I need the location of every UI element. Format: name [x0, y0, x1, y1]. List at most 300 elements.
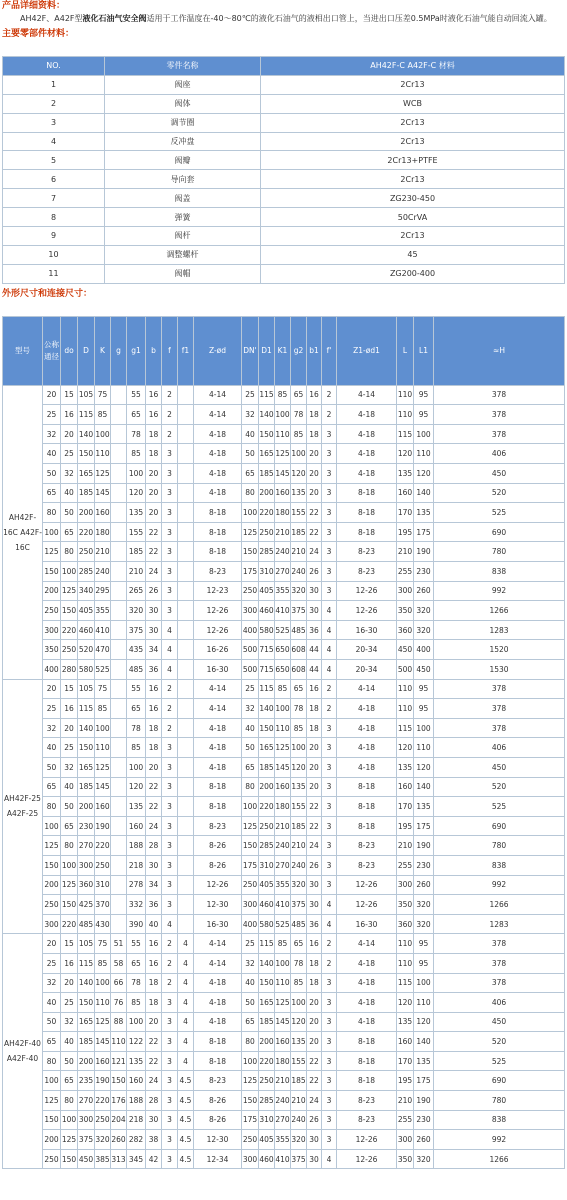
dims-cell: 30 [146, 601, 162, 621]
dims-cell: 30 [146, 620, 162, 640]
dims-cell: 320 [291, 875, 307, 895]
dims-cell: 3 [162, 738, 178, 758]
dims-cell: 110 [397, 385, 414, 405]
dims-cell: 320 [414, 914, 434, 934]
dims-cell: 300 [242, 601, 259, 621]
dims-cell: 3 [322, 797, 337, 817]
dims-cell: 110 [414, 993, 434, 1013]
dims-cell: 3 [322, 542, 337, 562]
dims-header-cell: L [397, 316, 414, 385]
dims-cell: 8-26 [194, 855, 242, 875]
dims-cell: 4.5 [178, 1110, 194, 1130]
dims-cell: 3 [162, 1071, 178, 1091]
dims-cell: 100 [61, 855, 78, 875]
dims-cell: 16 [307, 385, 322, 405]
dims-cell [178, 581, 194, 601]
dims-row [3, 718, 565, 738]
dims-cell: 65 [127, 953, 146, 973]
dims-row [3, 738, 565, 758]
dims-cell: 65 [242, 1012, 259, 1032]
dims-cell: 34 [146, 640, 162, 660]
dims-cell: 355 [95, 601, 111, 621]
parts-cell: 调节圈 [105, 113, 261, 132]
dims-cell [178, 777, 194, 797]
dims-cell: 520 [434, 483, 565, 503]
dims-cell: 16 [146, 953, 162, 973]
dims-cell: 155 [127, 522, 146, 542]
dims-cell: 3 [162, 1051, 178, 1071]
parts-cell: 2Cr13 [261, 227, 565, 246]
dims-row [3, 1051, 565, 1071]
dims-cell: 95 [414, 679, 434, 699]
dims-cell: 12-26 [337, 581, 397, 601]
dims-cell [178, 464, 194, 484]
dims-cell: 270 [275, 1110, 291, 1130]
parts-row [3, 151, 565, 170]
dims-cell: 270 [275, 855, 291, 875]
dims-cell: 3 [162, 522, 178, 542]
dims-cell: 378 [434, 953, 565, 973]
dims-cell: 410 [95, 620, 111, 640]
dims-cell: 55 [127, 679, 146, 699]
dims-cell: 12-26 [337, 601, 397, 621]
dims-cell: 140 [259, 699, 275, 719]
dims-cell: 300 [43, 620, 61, 640]
dims-cell: 15 [61, 679, 78, 699]
dims-cell: 3 [162, 542, 178, 562]
dims-cell: 100 [95, 424, 111, 444]
dims-cell: 135 [397, 757, 414, 777]
dims-cell: 4 [322, 620, 337, 640]
dims-cell: 110 [397, 405, 414, 425]
dims-cell: 4 [178, 1032, 194, 1052]
dims-cell: 460 [259, 1149, 275, 1169]
dims-header-cell: b [146, 316, 162, 385]
dims-cell: 3 [322, 836, 337, 856]
dims-cell: 100 [127, 464, 146, 484]
dims-cell: 95 [414, 934, 434, 954]
dims-cell: 3 [162, 895, 178, 915]
dims-cell: 22 [307, 1051, 322, 1071]
dims-cell: 250 [43, 1149, 61, 1169]
dims-row [3, 581, 565, 601]
dims-cell: 145 [95, 1032, 111, 1052]
dims-cell: 40 [242, 718, 259, 738]
parts-row [3, 245, 565, 264]
dims-cell: 120 [414, 757, 434, 777]
dims-cell [178, 601, 194, 621]
dims-cell: 450 [434, 1012, 565, 1032]
dims-header-cell: g [111, 316, 127, 385]
dims-cell: 4-18 [194, 1012, 242, 1032]
dims-cell: 4 [162, 620, 178, 640]
dims-cell: 115 [78, 953, 95, 973]
dims-cell: 360 [397, 620, 414, 640]
dims-cell: 24 [307, 1091, 322, 1111]
parts-cell: 5 [3, 151, 105, 170]
dims-cell: 110 [111, 1032, 127, 1052]
dims-cell: 320 [414, 895, 434, 915]
dims-cell: 100 [275, 953, 291, 973]
dims-cell: 25 [61, 993, 78, 1013]
dims-cell: 690 [434, 1071, 565, 1091]
dims-cell: 30 [307, 581, 322, 601]
dims-row [3, 660, 565, 680]
dims-cell: 155 [291, 797, 307, 817]
dims-cell: 165 [259, 738, 275, 758]
dims-cell: 85 [275, 385, 291, 405]
dims-cell: 25 [242, 679, 259, 699]
dims-cell: 520 [434, 777, 565, 797]
dims-cell: 20 [43, 934, 61, 954]
dims-cell: 3 [162, 757, 178, 777]
dims-cell: 780 [434, 836, 565, 856]
dims-cell: 65 [127, 405, 146, 425]
dims-cell: 125 [242, 816, 259, 836]
dims-cell: 120 [414, 464, 434, 484]
dims-cell: 85 [127, 738, 146, 758]
model-cell: AH42F-16C A42F-16C [3, 385, 43, 679]
dims-cell: 125 [275, 993, 291, 1013]
dims-cell: 16 [146, 385, 162, 405]
dims-row [3, 855, 565, 875]
dims-cell: 120 [291, 464, 307, 484]
dims-cell: 28 [146, 1091, 162, 1111]
dims-cell: 150 [43, 1110, 61, 1130]
dims-cell: 20 [307, 993, 322, 1013]
dims-cell [111, 464, 127, 484]
dims-cell: 230 [414, 562, 434, 582]
dims-cell: 185 [291, 522, 307, 542]
dims-row [3, 1149, 565, 1169]
dims-cell: 310 [259, 855, 275, 875]
dims-row [3, 620, 565, 640]
dims-cell [178, 542, 194, 562]
dims-cell: 16 [146, 934, 162, 954]
dims-cell [111, 875, 127, 895]
dims-cell: 4-18 [194, 738, 242, 758]
dims-cell: 20 [43, 679, 61, 699]
dims-cell: 160 [95, 1051, 111, 1071]
dims-cell: 75 [95, 385, 111, 405]
dims-cell: 385 [95, 1149, 111, 1169]
dims-cell: 65 [127, 699, 146, 719]
dims-row [3, 836, 565, 856]
dims-cell: 100 [414, 424, 434, 444]
dims-cell: 345 [127, 1149, 146, 1169]
dims-cell: 30 [307, 601, 322, 621]
dims-cell: 2 [322, 699, 337, 719]
dims-cell: 220 [259, 503, 275, 523]
dims-cell: 110 [397, 699, 414, 719]
parts-row [3, 170, 565, 189]
dims-cell: 12-30 [194, 895, 242, 915]
dims-cell: 360 [78, 875, 95, 895]
dims-cell: 16 [146, 679, 162, 699]
dims-cell [111, 444, 127, 464]
dims-cell: 460 [259, 895, 275, 915]
dims-cell [178, 405, 194, 425]
dims-cell: 32 [242, 699, 259, 719]
dims-cell [111, 483, 127, 503]
dims-cell: 135 [397, 1012, 414, 1032]
dims-cell: 30 [307, 1149, 322, 1169]
dims-cell: 50 [242, 738, 259, 758]
dims-cell: 85 [95, 699, 111, 719]
dims-cell: 185 [291, 1071, 307, 1091]
dims-cell: 350 [397, 601, 414, 621]
dims-cell: 95 [414, 405, 434, 425]
dims-cell: 24 [146, 562, 162, 582]
dims-cell: 3 [162, 1032, 178, 1052]
dims-cell: 400 [242, 620, 259, 640]
dims-cell: 22 [146, 542, 162, 562]
dims-row [3, 699, 565, 719]
dims-cell: 20 [307, 777, 322, 797]
dims-cell: 22 [146, 797, 162, 817]
dims-cell: 24 [146, 1071, 162, 1091]
dims-cell: 4 [322, 640, 337, 660]
dims-cell: 185 [78, 777, 95, 797]
dims-cell: 8-23 [194, 562, 242, 582]
dims-header-cell: f [162, 316, 178, 385]
dims-cell: 218 [127, 1110, 146, 1130]
dims-cell: 3 [322, 993, 337, 1013]
dims-cell: 525 [95, 660, 111, 680]
dims-cell: 8-18 [194, 1051, 242, 1071]
dims-cell: 485 [127, 660, 146, 680]
dims-cell: 20-34 [337, 660, 397, 680]
dims-cell: 525 [434, 503, 565, 523]
dims-cell: 15 [61, 385, 78, 405]
dims-header-cell: g1 [127, 316, 146, 385]
dims-cell: 85 [275, 679, 291, 699]
dims-cell: 22 [146, 777, 162, 797]
dims-cell: 4.5 [178, 1130, 194, 1150]
dims-cell: 12-26 [194, 620, 242, 640]
dims-cell: 16 [307, 934, 322, 954]
dims-cell: 22 [146, 1032, 162, 1052]
dims-cell: 88 [111, 1012, 127, 1032]
dims-cell: 115 [78, 699, 95, 719]
dims-cell: 240 [291, 562, 307, 582]
dims-cell: 4 [322, 660, 337, 680]
dims-cell: 320 [127, 601, 146, 621]
dims-cell: 95 [414, 953, 434, 973]
dims-cell: 8-18 [337, 777, 397, 797]
dims-cell: 450 [434, 464, 565, 484]
dims-cell: 121 [111, 1051, 127, 1071]
dims-cell [111, 895, 127, 915]
dims-cell: 16 [61, 405, 78, 425]
dims-row [3, 1091, 565, 1111]
dims-cell: 4-18 [337, 973, 397, 993]
dims-cell: 270 [275, 562, 291, 582]
dims-row [3, 385, 565, 405]
dims-row [3, 1110, 565, 1130]
dims-cell: 300 [397, 1130, 414, 1150]
dims-cell: 3 [322, 424, 337, 444]
dims-row [3, 464, 565, 484]
dims-cell: 100 [291, 993, 307, 1013]
dims-cell: 12-26 [337, 1149, 397, 1169]
dims-cell: 25 [43, 953, 61, 973]
dims-cell: 2 [162, 385, 178, 405]
parts-cell: 9 [3, 227, 105, 246]
dims-cell: 250 [95, 1110, 111, 1130]
dims-cell: 20 [146, 503, 162, 523]
dims-cell: 3 [322, 483, 337, 503]
dims-cell: 3 [162, 601, 178, 621]
dims-cell: 150 [43, 855, 61, 875]
intro-text-bold: 液化石油气安全阀 [82, 14, 147, 23]
dims-cell: 3 [162, 1012, 178, 1032]
dims-cell: 4 [322, 601, 337, 621]
dims-cell: 110 [414, 738, 434, 758]
dims-cell: 8-26 [194, 1110, 242, 1130]
dims-cell: 58 [111, 953, 127, 973]
dims-cell: 780 [434, 542, 565, 562]
dims-cell: 150 [61, 601, 78, 621]
dims-cell: 4 [178, 934, 194, 954]
dims-cell: 406 [434, 444, 565, 464]
dims-cell: 150 [61, 1149, 78, 1169]
dims-cell: 30 [307, 875, 322, 895]
dims-cell: 4-14 [337, 934, 397, 954]
dims-cell: 44 [307, 660, 322, 680]
parts-cell: 阀体 [105, 94, 261, 113]
dims-cell [111, 797, 127, 817]
dims-cell: 1530 [434, 660, 565, 680]
dims-cell: 85 [291, 718, 307, 738]
dims-cell [111, 503, 127, 523]
dims-cell: 4 [178, 973, 194, 993]
dims-cell: 80 [43, 1051, 61, 1071]
dims-cell: 100 [291, 444, 307, 464]
dims-cell: 485 [78, 914, 95, 934]
dims-cell: 8-18 [337, 816, 397, 836]
dims-cell: 65 [61, 522, 78, 542]
dims-cell: 4 [178, 1012, 194, 1032]
parts-header-row [3, 57, 565, 76]
dims-cell: 200 [259, 777, 275, 797]
dims-cell: 8-26 [194, 836, 242, 856]
dims-cell [111, 914, 127, 934]
dims-cell: 140 [414, 777, 434, 797]
dims-cell: 24 [307, 542, 322, 562]
dims-cell: 4-18 [194, 757, 242, 777]
dims-cell: 300 [43, 914, 61, 934]
dims-cell: 32 [242, 405, 259, 425]
dims-cell: 44 [307, 640, 322, 660]
dims-cell: 65 [291, 934, 307, 954]
dims-cell: 160 [275, 777, 291, 797]
dims-cell: 350 [397, 895, 414, 915]
dims-cell: 160 [275, 1032, 291, 1052]
dims-cell [111, 562, 127, 582]
dims-cell: 155 [291, 1051, 307, 1071]
dims-cell: 42 [146, 1149, 162, 1169]
dims-cell: 100 [242, 797, 259, 817]
dims-cell: 250 [259, 522, 275, 542]
dims-cell: 185 [127, 542, 146, 562]
dims-cell: 320 [414, 1149, 434, 1169]
dims-cell: 20 [146, 757, 162, 777]
dims-cell: 450 [414, 660, 434, 680]
parts-row [3, 75, 565, 94]
dims-cell: 65 [291, 679, 307, 699]
dims-cell: 36 [307, 620, 322, 640]
dims-cell: 4-14 [194, 679, 242, 699]
dims-cell [111, 718, 127, 738]
dims-cell: 8-18 [337, 797, 397, 817]
dims-cell: 310 [95, 875, 111, 895]
parts-row [3, 189, 565, 208]
dims-cell: 78 [127, 973, 146, 993]
dims-cell: 390 [127, 914, 146, 934]
product-details-heading: 产品详细资料： [2, 1, 66, 11]
dims-cell: 450 [434, 757, 565, 777]
dims-cell: 3 [322, 738, 337, 758]
dims-cell: 188 [127, 1091, 146, 1111]
dims-cell: 8-23 [194, 816, 242, 836]
dims-cell: 2 [322, 934, 337, 954]
dims-cell: 405 [259, 1130, 275, 1150]
dims-cell: 18 [146, 738, 162, 758]
dims-cell: 320 [291, 1130, 307, 1150]
dims-cell [111, 581, 127, 601]
dims-cell: 140 [414, 1032, 434, 1052]
dims-cell: 240 [275, 542, 291, 562]
dims-cell: 18 [146, 424, 162, 444]
dims-cell: 250 [78, 542, 95, 562]
dims-cell [111, 405, 127, 425]
dims-cell: 838 [434, 562, 565, 582]
parts-cell: 2Cr13 [261, 170, 565, 189]
dims-cell: 32 [43, 424, 61, 444]
parts-header-cell: NO. [3, 57, 105, 76]
dims-cell: 220 [95, 1091, 111, 1111]
dims-cell: 1266 [434, 895, 565, 915]
dims-cell: 55 [127, 934, 146, 954]
dims-header-cell: f' [322, 316, 337, 385]
dims-cell: 100 [242, 503, 259, 523]
dims-cell: 220 [61, 914, 78, 934]
dims-cell: 85 [291, 424, 307, 444]
dims-cell: 2 [322, 405, 337, 425]
dims-cell: 3 [322, 562, 337, 582]
dims-cell: 170 [397, 503, 414, 523]
parts-cell: 反冲盘 [105, 132, 261, 151]
dims-cell: 40 [61, 777, 78, 797]
dims-cell: 378 [434, 699, 565, 719]
dims-cell: 200 [43, 875, 61, 895]
dims-cell [178, 738, 194, 758]
dims-cell: 80 [242, 483, 259, 503]
dims-cell [178, 483, 194, 503]
dims-cell: 36 [146, 895, 162, 915]
dims-cell: 210 [397, 836, 414, 856]
dims-header-cell: K1 [275, 316, 291, 385]
dims-cell: 160 [397, 777, 414, 797]
dims-row [3, 1032, 565, 1052]
dims-cell: 780 [434, 1091, 565, 1111]
dims-cell: 8-23 [194, 1071, 242, 1091]
dims-cell: 95 [414, 699, 434, 719]
dims-cell: 135 [414, 503, 434, 523]
dims-cell: 26 [307, 855, 322, 875]
dims-cell: 4-18 [194, 993, 242, 1013]
